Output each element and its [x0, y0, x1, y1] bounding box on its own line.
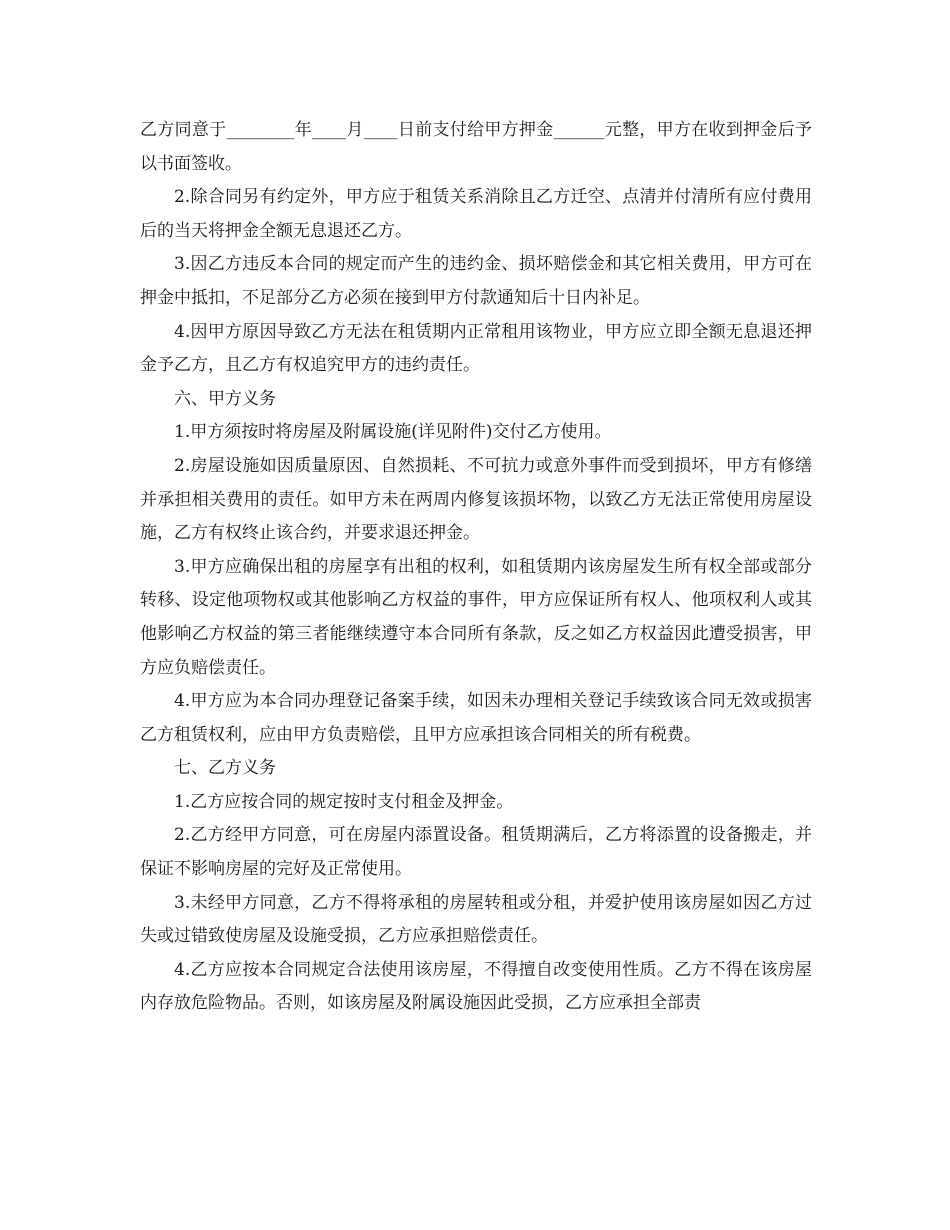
paragraph-party-b-4: 4.乙方应按本合同规定合法使用该房屋，不得擅自改变使用性质。乙方不得在该房屋内存放危险物品。否则，如该房屋及附属设施因此受损，乙方应承担全部责	[140, 959, 812, 1014]
paragraph-clause-4: 4.因甲方原因导致乙方无法在租赁期内正常租用该物业，甲方应立即全额无息退还押金予乙方，且乙方有权追究甲方的违约责任。	[140, 321, 812, 376]
paragraph-deposit-payment: 乙方同意于________年____月____日前支付给甲方押金______元整，甲方在收到押金后予以书面签收。	[140, 120, 812, 174]
paragraph-clause-3: 3.因乙方违反本合同的规定而产生的违约金、损坏赔偿金和其它相关费用，甲方可在押金中抵扣，不足部分乙方必须在接到甲方付款通知后十日内补足。	[140, 254, 812, 308]
paragraph-clause-2: 2.除合同另有约定外，甲方应于租赁关系消除且乙方迁空、点清并付清所有应付费用后的当天将押金全额无息退还乙方。	[140, 187, 812, 241]
paragraph-party-a-2: 2.房屋设施如因质量原因、自然损耗、不可抗力或意外事件而受到损坏，甲方有修缮并承担相关费用的责任。如甲方未在两周内修复该损坏物，以致乙方无法正常使用房屋设施，乙方有权终止该合约，并要求退还押金。	[140, 455, 812, 544]
section-heading-party-a-obligations: 六、甲方义务	[174, 388, 276, 409]
document-body	[140, 114, 812, 1021]
paragraph-party-a-1: 1.甲方须按时将房屋及附属设施(详见附件)交付乙方使用。	[174, 422, 612, 443]
paragraph-party-b-1: 1.乙方应按合同的规定按时支付租金及押金。	[174, 791, 514, 812]
section-heading-party-b-obligations: 七、乙方义务	[174, 758, 276, 779]
paragraph-party-a-3: 3.甲方应确保出租的房屋享有出租的权利，如租赁期内该房屋发生所有权全部或部分转移、设定他项物权或其他影响乙方权益的事件，甲方应保证所有权人、他项权利人或其他影响乙方权益的第三者能继续遵守本合同所有条款，反之如乙方权益因此遭受损害，甲方应负赔偿责任。	[140, 556, 812, 678]
paragraph-party-a-4: 4.甲方应为本合同办理登记备案手续，如因未办理相关登记手续致该合同无效或损害乙方租赁权利，应由甲方负责赔偿，且甲方应承担该合同相关的所有税费。	[140, 691, 812, 745]
paragraph-party-b-3: 3.未经甲方同意，乙方不得将承租的房屋转租或分租，并爱护使用该房屋如因乙方过失或过错致使房屋及设施受损，乙方应承担赔偿责任。	[140, 892, 812, 947]
paragraph-party-b-2: 2.乙方经甲方同意，可在房屋内添置设备。租赁期满后，乙方将添置的设备搬走，并保证不影响房屋的完好及正常使用。	[140, 825, 812, 880]
